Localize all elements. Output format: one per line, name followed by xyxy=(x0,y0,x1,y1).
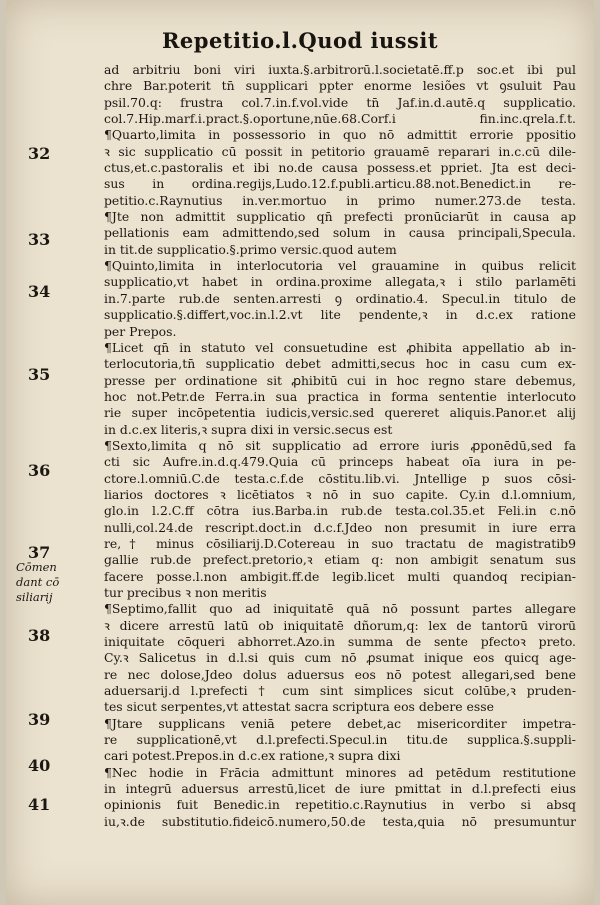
margin-number: 37 xyxy=(28,543,51,562)
margin-number: 40 xyxy=(28,756,51,775)
text-line: ¶Quinto,limita in interlocutoria vel grauamine in quibus relicit xyxy=(104,258,576,274)
document-page xyxy=(6,0,594,905)
margin-number: 35 xyxy=(28,365,51,384)
text-line: petitio.c.Raynutius in.ver.mortuo in primo numer.273.de testa. xyxy=(104,192,576,208)
text-line: re supplicationē,vt d.l.prefecti.Specul.in titu.de supplica.§.suppli- xyxy=(104,732,576,748)
text-line: cti sic Aufre.in.d.q.479.Quia cū princeps habeat oīa iura in pe- xyxy=(104,454,576,470)
margin-note-line: siliarij xyxy=(16,590,53,604)
margin-number: 36 xyxy=(28,461,51,480)
text-line: iu,ꝛ.de substitutio.fideicō.numero,50.de testa,quia nō presumuntur xyxy=(104,813,576,829)
text-line: iniquitate cōqueri abhorret.Azo.in summa de sente pfectoꝛ preto. xyxy=(104,634,576,650)
text-line: sus in ordina.regijs,Ludo.12.f.publi.articu.88.not.Benedict.in re- xyxy=(104,176,576,192)
text-line: in d.c.ex literis,ꝛ supra dixi in versic.secus est xyxy=(104,421,393,437)
text-line: presse per ordinatione sit ꝓhibitū cui in hoc regno stare debemus, xyxy=(104,372,576,388)
margin-number: 38 xyxy=(28,626,51,645)
running-head: Repetitio.l.Quod iussit xyxy=(161,28,439,53)
text-line: terlocutoria,tn̄ supplicatio debet admitti,secus hoc in casu cum ex- xyxy=(104,356,576,372)
text-line: nulli,col.24.de rescript.doct.in d.c.f.Jdeo non presumit in iure erra xyxy=(104,519,576,535)
margin-number: 33 xyxy=(28,230,51,249)
text-line: in.7.parte rub.de senten.arresti ꝯ ordinatio.4. Specul.in titulo de xyxy=(104,290,576,306)
margin-number: 41 xyxy=(28,795,51,814)
text-body xyxy=(104,62,576,830)
text-line: aduersarij.d l.prefecti † cum sint simplices sicut colūbe,ꝛ pruden- xyxy=(104,683,576,699)
text-line: tes sicut serpentes,vt attestat sacra scriptura eos debere esse xyxy=(104,699,494,715)
text-line: pellationis eam admittendo,sed solum in causa principali,Specula. xyxy=(104,225,576,241)
margin-number: 32 xyxy=(28,144,51,163)
text-line: re nec dolose,Jdeo dolus aduersus eos nō potest allegari,sed bene xyxy=(104,666,576,682)
text-line: col.7.Hip.marf.i.pract.§.oportune,nūe.68.Corf.i fin.inc.qrela.f.t. xyxy=(104,111,576,127)
text-line: hoc not.Petr.de Ferra.in sua practica in forma sententie interlocuto xyxy=(104,388,576,404)
text-line: in integrū aduersus arrestū,licet de iure pmittat in d.l.prefecti eius xyxy=(104,781,576,797)
text-line: re,† minus cōsiliarij.D.Cotereau in suo tractatu de magistratib9 xyxy=(104,535,576,551)
text-line: ¶Jte non admittit supplicatio qn̄ prefecti pronūciarūt in causa ap xyxy=(104,209,576,225)
text-line: ꝛ sic supplicatio cū possit in petitorio grauamē reparari in.c.cū dile- xyxy=(104,143,576,159)
margin-number: 34 xyxy=(28,282,51,301)
text-line: ¶Quarto,limita in possessorio in quo nō admittit errorie ppositio xyxy=(104,127,576,143)
text-line: ctus,et.c.pastoralis et ibi no.de causa possess.et ppriet. Jta est deci- xyxy=(104,160,576,176)
text-line: opinionis fuit Benedic.in repetitio.c.Raynutius in verbo si absq xyxy=(104,797,576,813)
text-line: ¶Nec hodie in Frācia admittunt minores ad petēdum restitutione xyxy=(104,764,576,780)
text-line: liarios doctores ꝛ licētiatos ꝛ nō in suo capite. Cy.in d.l.omnium, xyxy=(104,486,576,502)
text-line: cari potest.Prepos.in d.c.ex ratione,ꝛ supra dixi xyxy=(104,748,401,764)
text-line: rie super incōpetentia iudicis,versic.sed quereret aliquis.Panor.et alij xyxy=(104,405,576,421)
text-line: gallie rub.de prefect.pretorio,ꝛ etiam q: non ambigit senatum sus xyxy=(104,552,576,568)
text-line: supplicatio,vt habet in ordina.proxime allegata,ꝛ i stilo parlamēti xyxy=(104,274,576,290)
text-line: Cy.ꝛ Salicetus in d.l.si quis cum nō ꝓsumat inique eos quicq age- xyxy=(104,650,576,666)
text-line: ¶Septimo,fallit quo ad iniquitatē quā nō possunt partes allegare xyxy=(104,601,576,617)
margin-note-line: Cōmen xyxy=(16,560,57,574)
text-line: ꝛ dicere arrestū latū ob iniquitatē dñorum,q: lex de tantorū virorū xyxy=(104,617,576,633)
text-line: ctore.l.omniū.C.de testa.c.f.de cōstitu.lib.vi. Jntellige p suos cōsi- xyxy=(104,470,576,486)
text-line: supplicatio.§.differt,voc.in.l.2.vt lite pendente,ꝛ in d.c.ex ratione xyxy=(104,307,576,323)
text-line: in tit.de supplicatio.§.primo versic.quod autem xyxy=(104,241,397,257)
text-line: chre Bar.poterit tn̄ supplicari ppter enorme lesiões vt ꝯsuluit Pau xyxy=(104,78,576,94)
text-line: tur precibus ꝛ non meritis xyxy=(104,585,267,600)
text-line: ¶Jtare supplicans veniā petere debet,ac misericorditer impetra- xyxy=(104,715,576,731)
text-line: ¶Sexto,limita q nō sit supplicatio ad errore iuris ꝓponēdū,sed fa xyxy=(104,437,576,453)
margin-note-line: dant cō xyxy=(16,575,60,589)
text-line: ¶Licet qn̄ in statuto vel consuetudine est ꝓhibita appellatio ab in- xyxy=(104,339,576,355)
text-line: glo.in l.2.C.ff cōtra ius.Barba.in rub.de testa.col.35.et Feli.in c.nō xyxy=(104,503,576,519)
text-line: per Prepos. xyxy=(104,323,177,339)
text-line: ad arbitriu boni viri iuxta.§.arbitrorū.l.societatē.ff.p soc.et ibi pul xyxy=(104,62,576,77)
text-line: facere posse.l.non ambigit.ff.de legib.licet multi quandoq recipian- xyxy=(104,568,576,584)
margin-note xyxy=(16,560,88,605)
margin-number: 39 xyxy=(28,710,51,729)
text-line: psil.70.q: frustra col.7.in.f.vol.vide tn̄ Jaf.in.d.autē.q supplicatio. xyxy=(104,94,576,110)
